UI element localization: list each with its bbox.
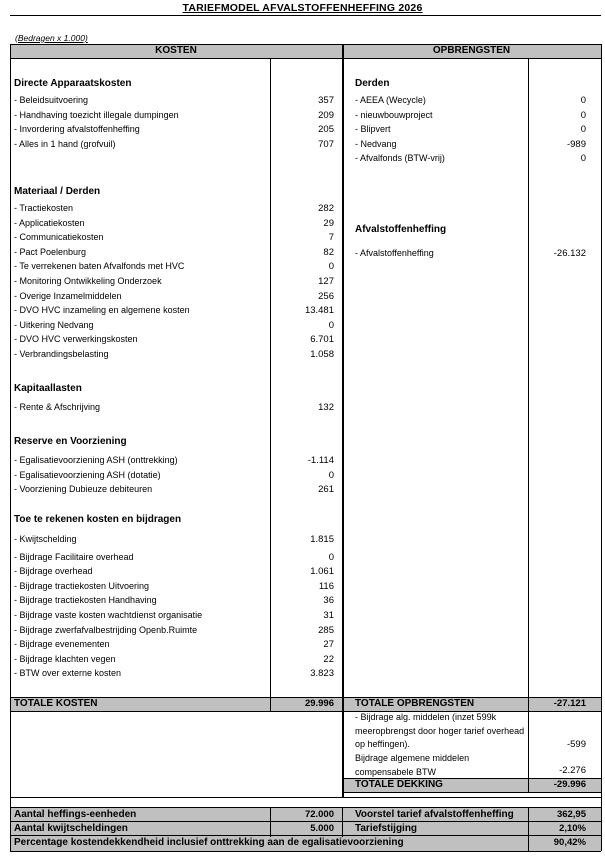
kosten-section-title: Reserve en Voorziening	[14, 436, 127, 447]
opbrengsten-item-label: - Afvalstoffenheffing	[355, 248, 434, 258]
opbrengsten-item-value: 0	[580, 95, 586, 106]
kosten-item-value: 282	[318, 203, 334, 214]
bijdrage-alg-label: - Bijdrage alg. middelen (inzet 599k meeropbrengst door hoger tarief overhead op heffingen).	[355, 712, 525, 749]
kosten-item-label: - Verbrandingsbelasting	[14, 349, 109, 359]
kosten-item-value: 27	[323, 639, 334, 651]
kosten-header: KOSTEN	[155, 45, 197, 56]
kosten-item-value: 127	[318, 276, 334, 287]
opbrengsten-item-label: - nieuwbouwproject	[355, 109, 433, 120]
heffings-eenheden-label: Aantal heffings-eenheden	[14, 809, 137, 820]
opbrengsten-item-value: 0	[580, 153, 586, 165]
voorstel-tarief-label: Voorstel tarief afvalstoffenheffing	[355, 809, 514, 820]
kosten-item-label: - Bijdrage tractiekosten Handhaving	[14, 595, 157, 606]
grid-hline	[10, 44, 601, 45]
opbrengsten-section-title: Derden	[355, 78, 390, 89]
kosten-item-value: 209	[318, 109, 334, 121]
kosten-item-value: 1.058	[310, 349, 334, 360]
kwijtscheldingen-label: Aantal kwijtscheldingen	[14, 823, 128, 834]
opbrengsten-item-label: - AEEA (Wecycle)	[355, 95, 426, 105]
opbrengsten-item-label: - Blipvert	[355, 124, 391, 135]
kosten-item-label: - Communicatiekosten	[14, 232, 104, 243]
kosten-item-label: - Bijdrage Facilitaire overhead	[14, 551, 134, 562]
kosten-item-value: -1.114	[307, 455, 334, 466]
grid-hline	[10, 835, 601, 836]
unit-note: (Bedragen x 1.000)	[15, 33, 88, 43]
kostendekkendheid-label: Percentage kostendekkendheid inclusief onttrekking aan de egalisatievoorziening	[14, 837, 404, 848]
grid-hline	[342, 792, 601, 793]
bijdrage-btw-label: Bijdrage algemene middelen compensabele BTW	[355, 753, 470, 777]
kosten-item-label: - Alles in 1 hand (grofvuil)	[14, 138, 116, 149]
kosten-item-value: 29	[323, 217, 334, 229]
kosten-item-label: - DVO HVC verwerkingskosten	[14, 334, 138, 345]
tariefstijging-label: Tariefstijging	[355, 823, 418, 834]
kosten-item-value: 0	[328, 319, 334, 331]
kosten-item-label: - Applicatiekosten	[14, 217, 85, 228]
grid-hline	[10, 58, 601, 59]
totale-kosten-label: TOTALE KOSTEN	[14, 698, 98, 709]
kosten-item-label: - Egalisatievoorziening ASH (onttrekking)	[14, 455, 178, 465]
kosten-item-value: 357	[318, 95, 334, 106]
grid-vline	[342, 807, 343, 837]
kosten-item-value: 36	[323, 595, 334, 607]
opbrengsten-section-title: Afvalstoffenheffing	[355, 224, 447, 235]
kosten-item-value: 707	[318, 138, 334, 150]
totale-opbrengsten-label: TOTALE OPBRENGSTEN	[355, 698, 475, 709]
grid-vline	[601, 44, 602, 851]
kosten-item-value: 0	[328, 469, 334, 481]
kosten-item-value: 205	[318, 124, 334, 136]
kosten-item-label: - Handhaving toezicht illegale dumpingen	[14, 109, 179, 120]
kosten-item-value: 0	[328, 261, 334, 273]
grid-vline	[270, 807, 271, 837]
kosten-item-label: - BTW over externe kosten	[14, 668, 122, 679]
kosten-item-value: 261	[318, 484, 334, 496]
opbrengsten-item-value: 0	[580, 124, 586, 136]
kosten-item-value: 7	[328, 232, 334, 244]
grid-vline	[270, 58, 271, 711]
kosten-item-label: - Tractiekosten	[14, 203, 74, 213]
kosten-item-label: - Bijdrage tractiekosten Uitvoering	[14, 580, 150, 591]
opbrengsten-item-label: - Nedvang	[355, 138, 397, 149]
grid-hline	[10, 851, 601, 852]
kosten-item-value: 82	[323, 246, 334, 258]
kosten-item-label: - DVO HVC inzameling en algemene kosten	[14, 305, 190, 316]
totale-opbrengsten-value: -27.121	[553, 698, 586, 709]
kosten-item-value: 256	[318, 290, 334, 302]
page-title: TARIEFMODEL AFVALSTOFFENHEFFING 2026	[182, 2, 423, 14]
kwijtscheldingen-value: 5.000	[310, 823, 334, 834]
kosten-item-value: 285	[318, 624, 334, 636]
kosten-section-title: Kapitaallasten	[14, 383, 82, 394]
kosten-item-label: - Overige Inzamelmiddelen	[14, 290, 122, 301]
kosten-item-value: 0	[328, 551, 334, 563]
grid-vline	[528, 807, 529, 851]
kosten-item-label: - Bijdrage evenementen	[14, 639, 110, 650]
heffings-eenheden-value: 72.000	[304, 809, 334, 820]
kosten-section-title: Directe Apparaatskosten	[14, 78, 132, 89]
totale-kosten-value: 29.996	[304, 698, 334, 709]
tariefstijging-value: 2,10%	[559, 823, 586, 834]
kosten-item-label: - Egalisatievoorziening ASH (dotatie)	[14, 469, 161, 480]
kosten-item-value: 1.815	[310, 534, 334, 545]
kosten-item-label: - Bijdrage vaste kosten wachtdienst organisatie	[14, 610, 203, 620]
kosten-item-label: - Beleidsuitvoering	[14, 95, 89, 105]
kosten-item-value: 13.481	[304, 305, 334, 317]
kosten-item-label: - Rente & Afschrijving	[14, 402, 101, 412]
voorstel-tarief-value: 362,95	[556, 809, 586, 820]
grid-vline	[10, 44, 11, 851]
kosten-item-label: - Bijdrage zwerfafvalbestrijding Openb.Ruimte	[14, 624, 198, 635]
kosten-item-value: 3.823	[310, 668, 334, 680]
grid-vline	[343, 44, 344, 797]
opbrengsten-item-label: - Afvalfonds (BTW-vrij)	[355, 153, 445, 164]
kosten-item-value: 132	[318, 402, 334, 413]
opbrengsten-item-value: -989	[566, 138, 586, 150]
grid-hline	[10, 15, 601, 16]
kosten-item-value: 22	[323, 653, 334, 665]
kosten-item-label: - Kwijtschelding	[14, 534, 77, 544]
kosten-item-label: - Invordering afvalstoffenheffing	[14, 124, 140, 135]
opbrengsten-item-value: 0	[580, 109, 586, 121]
totale-dekking-value: -29.996	[553, 779, 586, 790]
kosten-section-title: Materiaal / Derden	[14, 186, 101, 197]
bijdrage-btw-value: -2.276	[559, 765, 586, 776]
kosten-item-label: - Monitoring Ontwikkeling Onderzoek	[14, 276, 162, 286]
grid-hline	[10, 807, 601, 808]
grid-hline	[10, 797, 601, 798]
kosten-item-value: 6.701	[310, 334, 334, 346]
kosten-item-label: - Pact Poelenburg	[14, 246, 87, 257]
kosten-item-value: 116	[318, 580, 334, 592]
grid-vline	[528, 58, 529, 792]
kosten-item-label: - Uitkering Nedvang	[14, 319, 94, 330]
grid-hline	[10, 821, 601, 822]
kosten-item-value: 31	[323, 610, 334, 621]
kosten-item-label: - Bijdrage overhead	[14, 566, 93, 577]
totale-dekking-label: TOTALE DEKKING	[355, 779, 443, 790]
kosten-item-label: - Te verrekenen baten Afvalfonds met HVC	[14, 261, 185, 272]
kosten-section-title: Toe te rekenen kosten en bijdragen	[14, 514, 182, 525]
bijdrage-alg-value: -599	[566, 739, 586, 750]
kosten-item-value: 1.061	[310, 566, 334, 578]
opbrengsten-item-value: -26.132	[553, 248, 586, 259]
kostendekkendheid-value: 90,42%	[553, 837, 586, 848]
opbrengsten-header: OPBRENGSTEN	[432, 45, 511, 56]
kosten-item-label: - Voorziening Dubieuze debiteuren	[14, 484, 153, 495]
kosten-item-label: - Bijdrage klachten vegen	[14, 653, 116, 664]
